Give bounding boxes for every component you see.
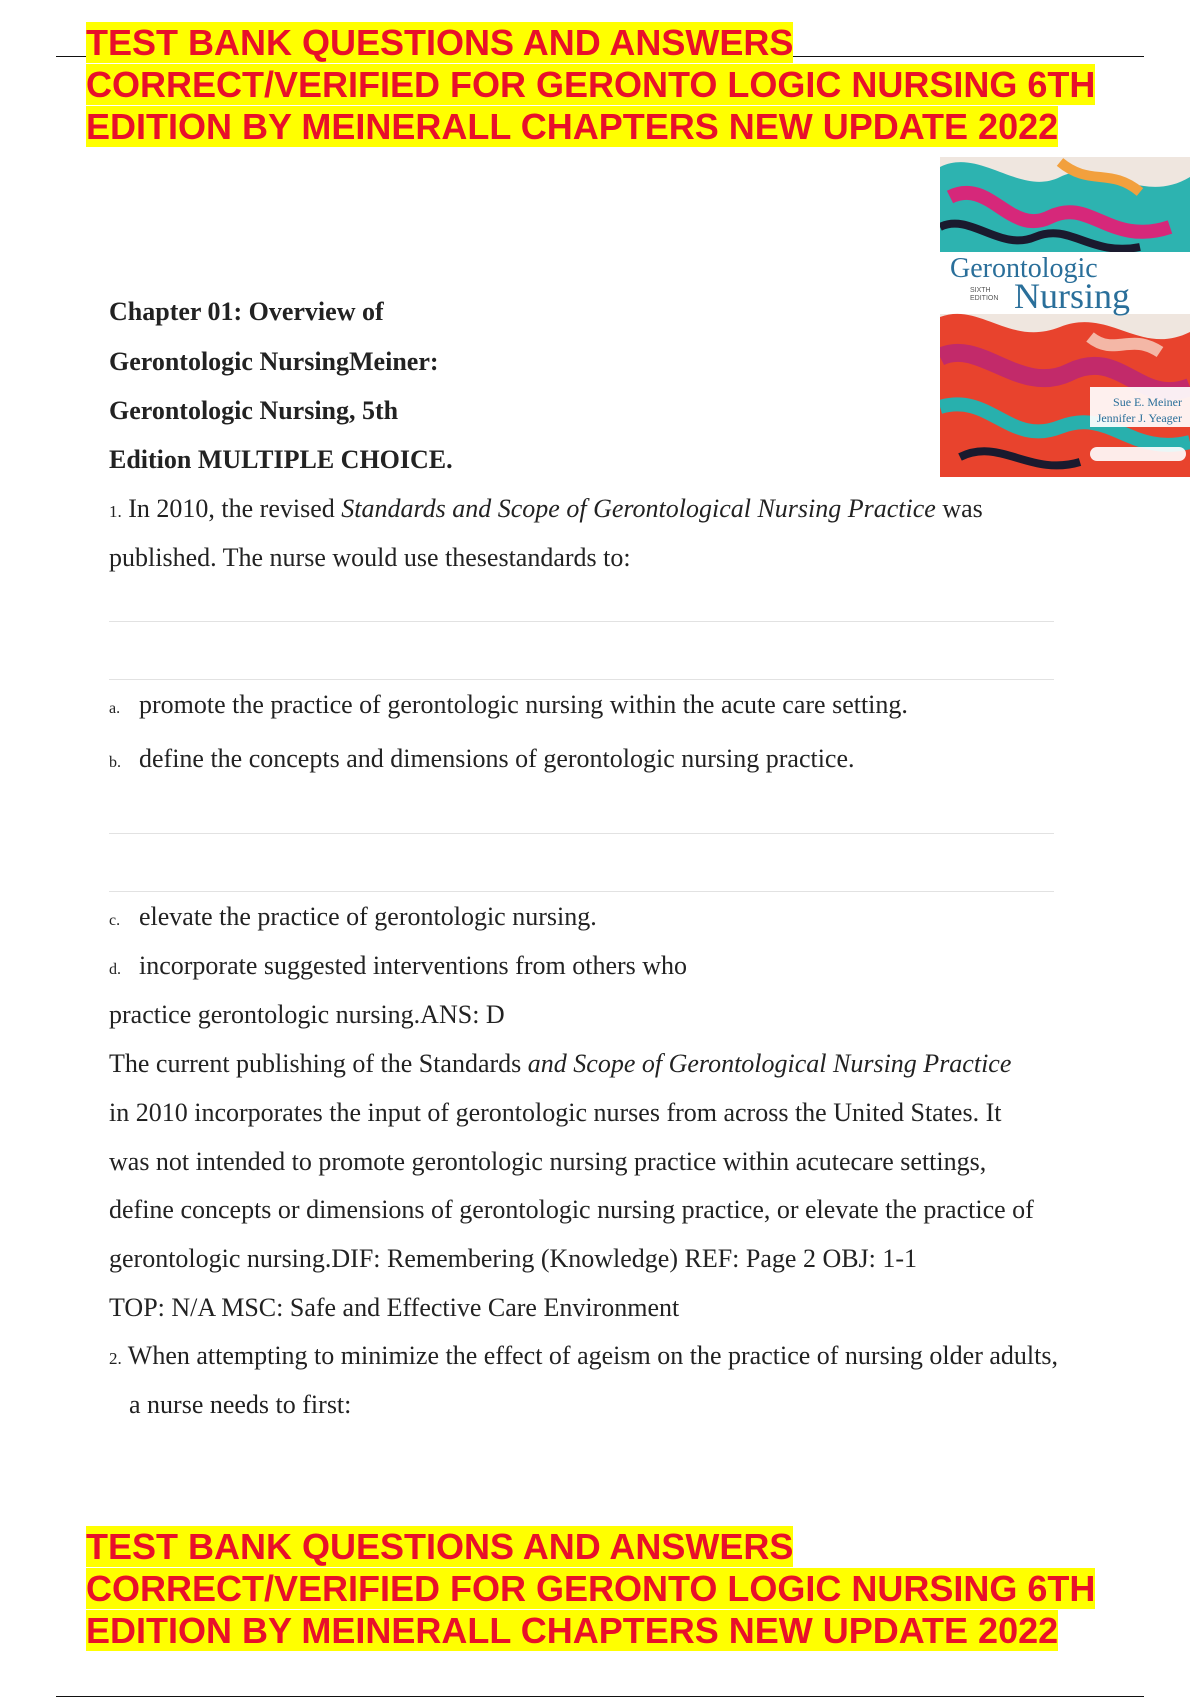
divider [109, 621, 1054, 622]
chapter-heading-line1: Chapter 01: Overview of [109, 297, 384, 326]
rationale-line6: TOP: N/A MSC: Safe and Effective Care Environment [109, 1293, 680, 1322]
question1-option-a[interactable] [109, 690, 908, 724]
question1-stem [109, 494, 983, 527]
chapter-heading-line2: Gerontologic NursingMeiner: [109, 347, 439, 376]
question1-stem-italic: Standards and Scope of Gerontological Nursing Practice [341, 494, 936, 523]
header-banner-line3: EDITION BY MEINERALL CHAPTERS NEW UPDATE 2022 [86, 106, 1059, 147]
question1-option-c[interactable] [109, 902, 597, 936]
book-cover-image [940, 157, 1190, 477]
divider [109, 891, 1054, 892]
divider [109, 833, 1054, 834]
option-text: incorporate suggested interventions from others who [139, 951, 688, 980]
rationale-line3: was not intended to promote gerontologic nursing practice within acutecare settings, [109, 1147, 987, 1176]
question1-stem-line2: published. The nurse would use thesestandards to: [109, 543, 631, 572]
chapter-heading-line3: Gerontologic Nursing, 5th [109, 396, 399, 425]
footer-rule [56, 1696, 1144, 1697]
book-cover-art [940, 157, 1190, 477]
cover-author1: Sue E. Meiner [1113, 395, 1182, 409]
question2-number: 2. [109, 1349, 122, 1368]
footer-banner-line2: CORRECT/VERIFIED FOR GERONTO LOGIC NURSING 6TH [86, 1568, 1096, 1609]
option-text: elevate the practice of gerontologic nursing. [139, 902, 597, 931]
option-text: define the concepts and dimensions of gerontologic nursing practice. [139, 744, 855, 773]
question1-stem-b: was [935, 494, 983, 523]
footer-banner [86, 1526, 1146, 1652]
option-letter: a. [109, 700, 121, 717]
question2-stem-text: When attempting to minimize the effect of ageism on the practice of nursing older adults, [127, 1341, 1058, 1370]
header-banner [86, 22, 1146, 148]
rationale-line2: in 2010 incorporates the input of gerontologic nurses from across the United States. It [109, 1098, 1002, 1127]
question1-answer: practice gerontologic nursing.ANS: D [109, 1000, 505, 1029]
rationale-line1-a: The current publishing of the Standards [109, 1049, 528, 1078]
rationale-line1 [109, 1049, 1011, 1079]
option-letter: d. [109, 961, 121, 978]
option-letter: b. [109, 754, 121, 771]
header-banner-line2: CORRECT/VERIFIED FOR GERONTO LOGIC NURSING 6TH [86, 64, 1096, 105]
footer-banner-line1: TEST BANK QUESTIONS AND ANSWERS [86, 1526, 794, 1567]
question1-option-d[interactable] [109, 951, 687, 985]
option-text: promote the practice of gerontologic nursing within the acute care setting. [139, 690, 908, 719]
rationale-line5: gerontologic nursing.DIF: Remembering (Knowledge) REF: Page 2 OBJ: 1-1 [109, 1244, 918, 1273]
question1-stem-a: In 2010, the revised [128, 494, 342, 523]
rationale-line4: define concepts or dimensions of gerontologic nursing practice, or elevate the practice of [109, 1195, 1034, 1224]
question1-number: 1. [109, 502, 122, 521]
question1-option-b[interactable] [109, 744, 855, 778]
rationale-line1-italic: and Scope of Gerontological Nursing Practice [527, 1049, 1012, 1078]
option-letter: c. [109, 912, 121, 929]
cover-title-line2: Nursing [1014, 276, 1130, 316]
cover-title-line1: Gerontologic [950, 253, 1098, 284]
cover-edition-label: SIXTH EDITION [970, 287, 999, 302]
cover-author2: Jennifer J. Yeager [1096, 411, 1182, 425]
chapter-heading-line4: Edition MULTIPLE CHOICE. [109, 445, 453, 474]
question2-stem [109, 1341, 1058, 1374]
divider [109, 679, 1054, 680]
header-banner-line1: TEST BANK QUESTIONS AND ANSWERS [86, 22, 794, 63]
question2-stem-line2: a nurse needs to first: [129, 1390, 352, 1419]
footer-banner-line3: EDITION BY MEINERALL CHAPTERS NEW UPDATE 2022 [86, 1610, 1059, 1651]
